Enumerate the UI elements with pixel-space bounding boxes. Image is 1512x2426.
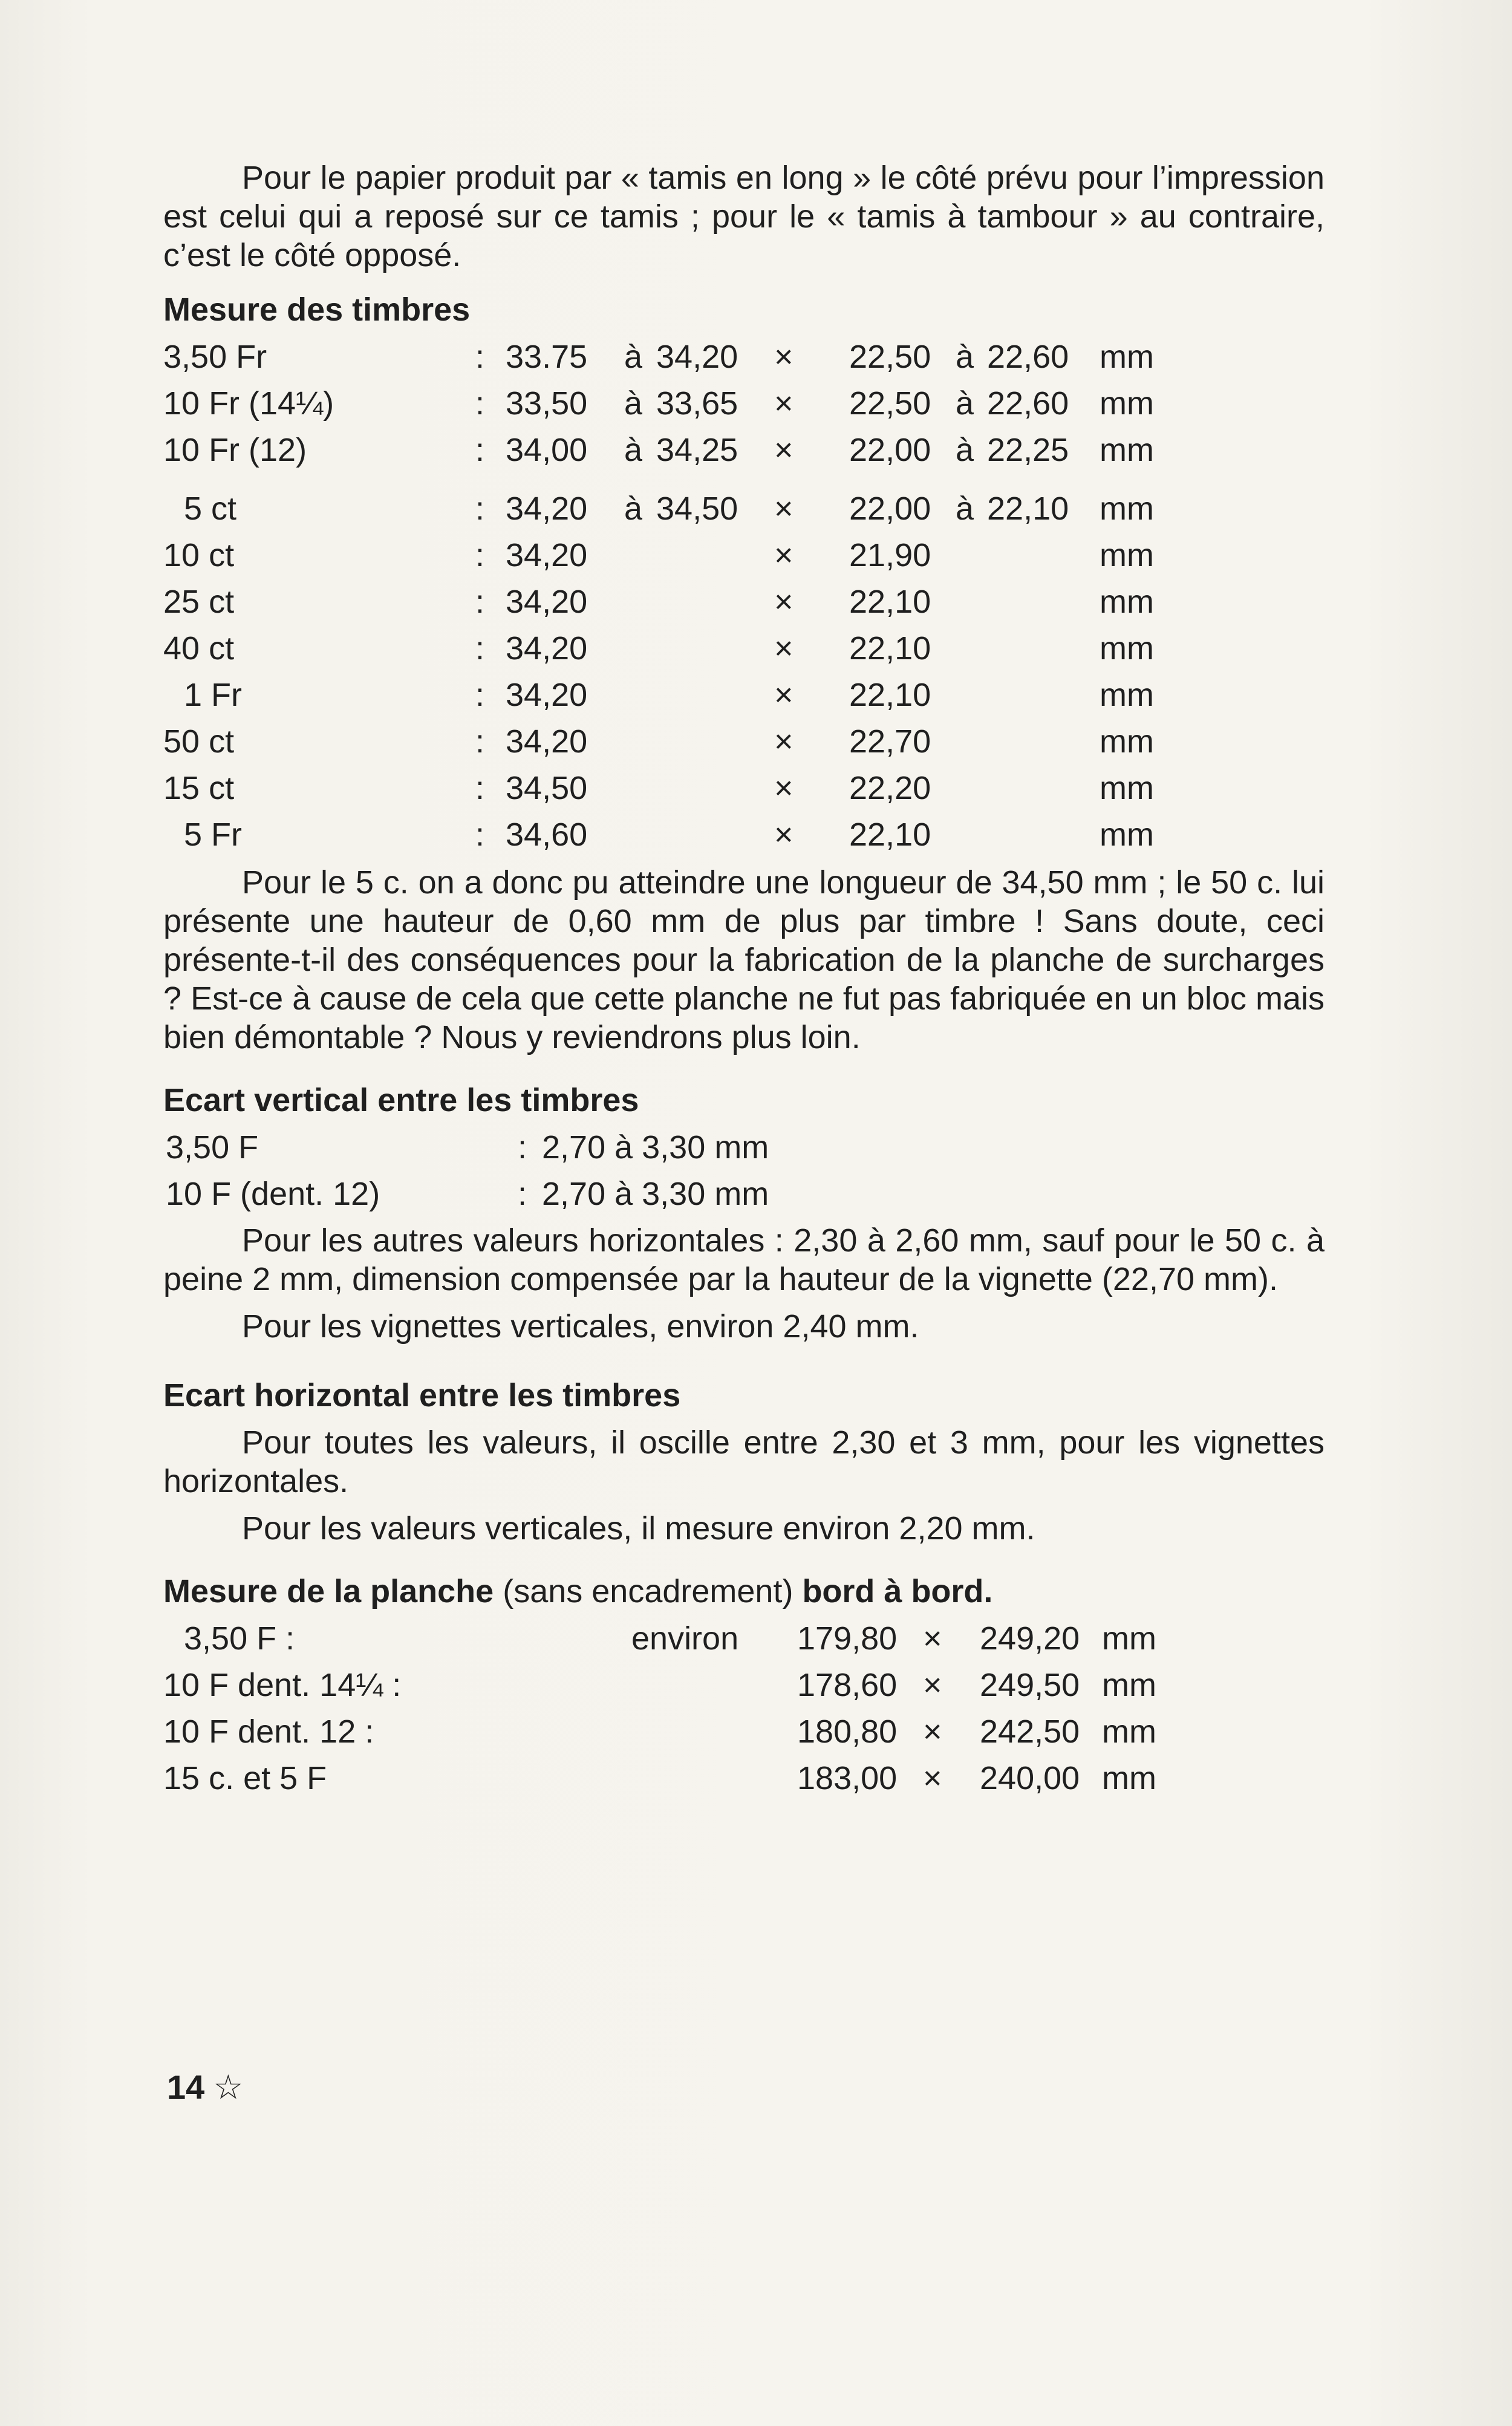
row-unit: mm — [1100, 432, 1154, 468]
row-value: 15 ct — [163, 770, 235, 806]
row-value: 50 ct — [163, 723, 235, 760]
row-value: 10 F dent. 14¼ : — [163, 1667, 402, 1703]
row-colon: : — [518, 1176, 527, 1212]
row-unit: mm — [1100, 385, 1154, 422]
row-from: 34,50 — [506, 770, 588, 806]
row-times: × — [774, 537, 793, 573]
ecart-vertical-para1: Pour les autres valeurs horizontales : 2,30 à 2,60 mm, sauf pour le 50 c. à peine 2 mm, dimension compensée par la hauteur de la vignette (22,70 mm). — [163, 1222, 1325, 1297]
row-a: à — [624, 491, 643, 527]
row-ha: à — [956, 432, 974, 468]
row-value: 10 ct — [163, 537, 235, 573]
row-times: × — [774, 817, 793, 853]
row-value: 3,50 F : — [184, 1620, 295, 1657]
row-environ: environ — [631, 1620, 739, 1657]
row-colon: : — [518, 1129, 527, 1166]
planche-row — [163, 1666, 1325, 1712]
row-width: 180,80 — [797, 1714, 898, 1750]
row-hfrom: 22,70 — [849, 723, 931, 760]
timbre-row — [163, 337, 1325, 384]
row-value: 5 ct — [184, 491, 237, 527]
planche-row — [163, 1759, 1325, 1805]
row-colon: : — [475, 677, 485, 713]
timbre-row — [163, 384, 1325, 431]
timbre-row — [163, 536, 1325, 582]
row-height: 240,00 — [980, 1760, 1080, 1796]
row-value: 10 F (dent. 12) — [166, 1176, 380, 1212]
row-colon: : — [475, 584, 485, 620]
row-unit: mm — [1102, 1667, 1156, 1703]
ecart-horizontal-para1: Pour toutes les valeurs, il oscille entre 2,30 et 3 mm, pour les vignettes horizontales. — [163, 1424, 1325, 1499]
row-unit: mm — [1102, 1620, 1156, 1657]
row-hto: 22,60 — [987, 339, 1069, 375]
page-number: 14 — [167, 2068, 205, 2106]
row-unit: mm — [1100, 723, 1154, 760]
page-footer — [167, 2067, 244, 2107]
row-from: 34,20 — [506, 537, 588, 573]
row-unit: mm — [1100, 630, 1154, 667]
row-hfrom: 22,00 — [849, 491, 931, 527]
row-value: 25 ct — [163, 584, 235, 620]
row-colon: : — [475, 491, 485, 527]
row-colon: : — [475, 385, 485, 422]
row-from: 33.75 — [506, 339, 588, 375]
row-colon: : — [475, 817, 485, 853]
row-times: × — [923, 1620, 942, 1657]
ecart-horizontal-para2: Pour les valeurs verticales, il mesure environ 2,20 mm. — [242, 1510, 1035, 1547]
row-from: 34,00 — [506, 432, 588, 468]
row-value: 15 c. et 5 F — [163, 1760, 327, 1796]
row-ha: à — [956, 339, 974, 375]
row-from: 34,20 — [506, 723, 588, 760]
row-height: 242,50 — [980, 1714, 1080, 1750]
row-unit: mm — [1100, 677, 1154, 713]
row-width: 179,80 — [797, 1620, 898, 1657]
heading-bold-part: bord à bord. — [802, 1573, 993, 1609]
row-width: 183,00 — [797, 1760, 898, 1796]
ecart-vertical-heading: Ecart vertical entre les timbres — [163, 1082, 639, 1118]
row-unit: mm — [1100, 339, 1154, 375]
row-value: 10 F dent. 12 : — [163, 1714, 374, 1750]
ecart-vertical-row — [163, 1175, 1325, 1221]
row-times: × — [774, 491, 793, 527]
row-colon: : — [475, 770, 485, 806]
planche-row — [163, 1619, 1325, 1666]
row-from: 34,20 — [506, 630, 588, 667]
timbre-row — [163, 722, 1325, 769]
mesure-timbres-heading: Mesure des timbres — [163, 292, 471, 328]
row-hto: 22,10 — [987, 491, 1069, 527]
row-hfrom: 21,90 — [849, 537, 931, 573]
row-times: × — [774, 723, 793, 760]
row-times: × — [923, 1714, 942, 1750]
row-range: 2,70 à 3,30 mm — [542, 1176, 769, 1212]
row-hfrom: 22,00 — [849, 432, 931, 468]
row-ha: à — [956, 385, 974, 422]
row-times: × — [923, 1667, 942, 1703]
row-times: × — [774, 630, 793, 667]
heading-bold-part: Mesure de la planche — [163, 1573, 494, 1609]
timbre-row — [163, 489, 1325, 536]
timbre-row — [163, 815, 1325, 862]
row-a: à — [624, 385, 643, 422]
row-hfrom: 22,50 — [849, 339, 931, 375]
row-a: à — [624, 339, 643, 375]
row-to: 34,50 — [656, 491, 738, 527]
heading-normal-part: (sans encadrement) — [494, 1573, 803, 1609]
row-from: 34,20 — [506, 584, 588, 620]
row-times: × — [923, 1760, 942, 1796]
row-times: × — [774, 677, 793, 713]
row-from: 34,20 — [506, 677, 588, 713]
row-colon: : — [475, 630, 485, 667]
row-height: 249,50 — [980, 1667, 1080, 1703]
row-times: × — [774, 432, 793, 468]
planche-row — [163, 1712, 1325, 1759]
row-from: 34,20 — [506, 491, 588, 527]
page-content — [163, 158, 1325, 1805]
ecart-vertical-para2: Pour les vignettes verticales, environ 2,40 mm. — [242, 1308, 919, 1345]
row-colon: : — [475, 723, 485, 760]
row-width: 178,60 — [797, 1667, 898, 1703]
row-height: 249,20 — [980, 1620, 1080, 1657]
row-times: × — [774, 770, 793, 806]
row-hfrom: 22,10 — [849, 677, 931, 713]
row-times: × — [774, 339, 793, 375]
row-unit: mm — [1100, 537, 1154, 573]
row-from: 34,60 — [506, 817, 588, 853]
timbre-row — [163, 769, 1325, 815]
row-unit: mm — [1102, 1714, 1156, 1750]
row-colon: : — [475, 339, 485, 375]
timbre-row — [163, 676, 1325, 722]
row-a: à — [624, 432, 643, 468]
mesure-planche-heading — [163, 1572, 1325, 1611]
row-times: × — [774, 584, 793, 620]
row-value: 5 Fr — [184, 817, 243, 853]
row-to: 34,20 — [656, 339, 738, 375]
ecart-vertical-row — [163, 1128, 1325, 1175]
timbre-row — [163, 582, 1325, 629]
row-unit: mm — [1102, 1760, 1156, 1796]
ecart-horizontal-heading: Ecart horizontal entre les timbres — [163, 1377, 681, 1414]
para-5c: Pour le 5 c. on a donc pu atteindre une longueur de 34,50 mm ; le 50 c. lui présente une hauteur de 0,60 mm de plus par timbre ! Sans doute, ceci présente-t-il des conséquences pour la fabrication de la planche de surcharges ? Est-ce à cause de cela que cette planche ne fut pas fabriquée en un bloc mais bien démontable ? Nous y reviendrons plus loin. — [163, 864, 1325, 1055]
row-hfrom: 22,10 — [849, 817, 931, 853]
row-unit: mm — [1100, 770, 1154, 806]
row-hfrom: 22,10 — [849, 630, 931, 667]
row-value: 10 Fr (12) — [163, 432, 307, 468]
star-icon: ☆ — [213, 2068, 244, 2106]
row-from: 33,50 — [506, 385, 588, 422]
row-hto: 22,60 — [987, 385, 1069, 422]
row-hto: 22,25 — [987, 432, 1069, 468]
mesure-timbres-table — [163, 337, 1325, 862]
timbre-row — [163, 629, 1325, 676]
row-value: 1 Fr — [184, 677, 243, 713]
row-hfrom: 22,10 — [849, 584, 931, 620]
row-to: 33,65 — [656, 385, 738, 422]
row-value: 3,50 Fr — [163, 339, 267, 375]
row-times: × — [774, 385, 793, 422]
row-unit: mm — [1100, 584, 1154, 620]
row-colon: : — [475, 537, 485, 573]
mesure-planche-table — [163, 1619, 1325, 1805]
row-range: 2,70 à 3,30 mm — [542, 1129, 769, 1166]
row-ha: à — [956, 491, 974, 527]
row-unit: mm — [1100, 491, 1154, 527]
timbre-row — [163, 431, 1325, 477]
row-to: 34,25 — [656, 432, 738, 468]
intro-paragraph: Pour le papier produit par « tamis en long » le côté prévu pour l’impression est celui qui a reposé sur ce tamis ; pour le « tamis à tambour » au contraire, c’est le côté opposé. — [163, 160, 1325, 273]
row-value: 3,50 F — [166, 1129, 259, 1166]
row-colon: : — [475, 432, 485, 468]
row-hfrom: 22,50 — [849, 385, 931, 422]
row-unit: mm — [1100, 817, 1154, 853]
row-value: 40 ct — [163, 630, 235, 667]
row-hfrom: 22,20 — [849, 770, 931, 806]
row-value: 10 Fr (14¼) — [163, 385, 334, 422]
